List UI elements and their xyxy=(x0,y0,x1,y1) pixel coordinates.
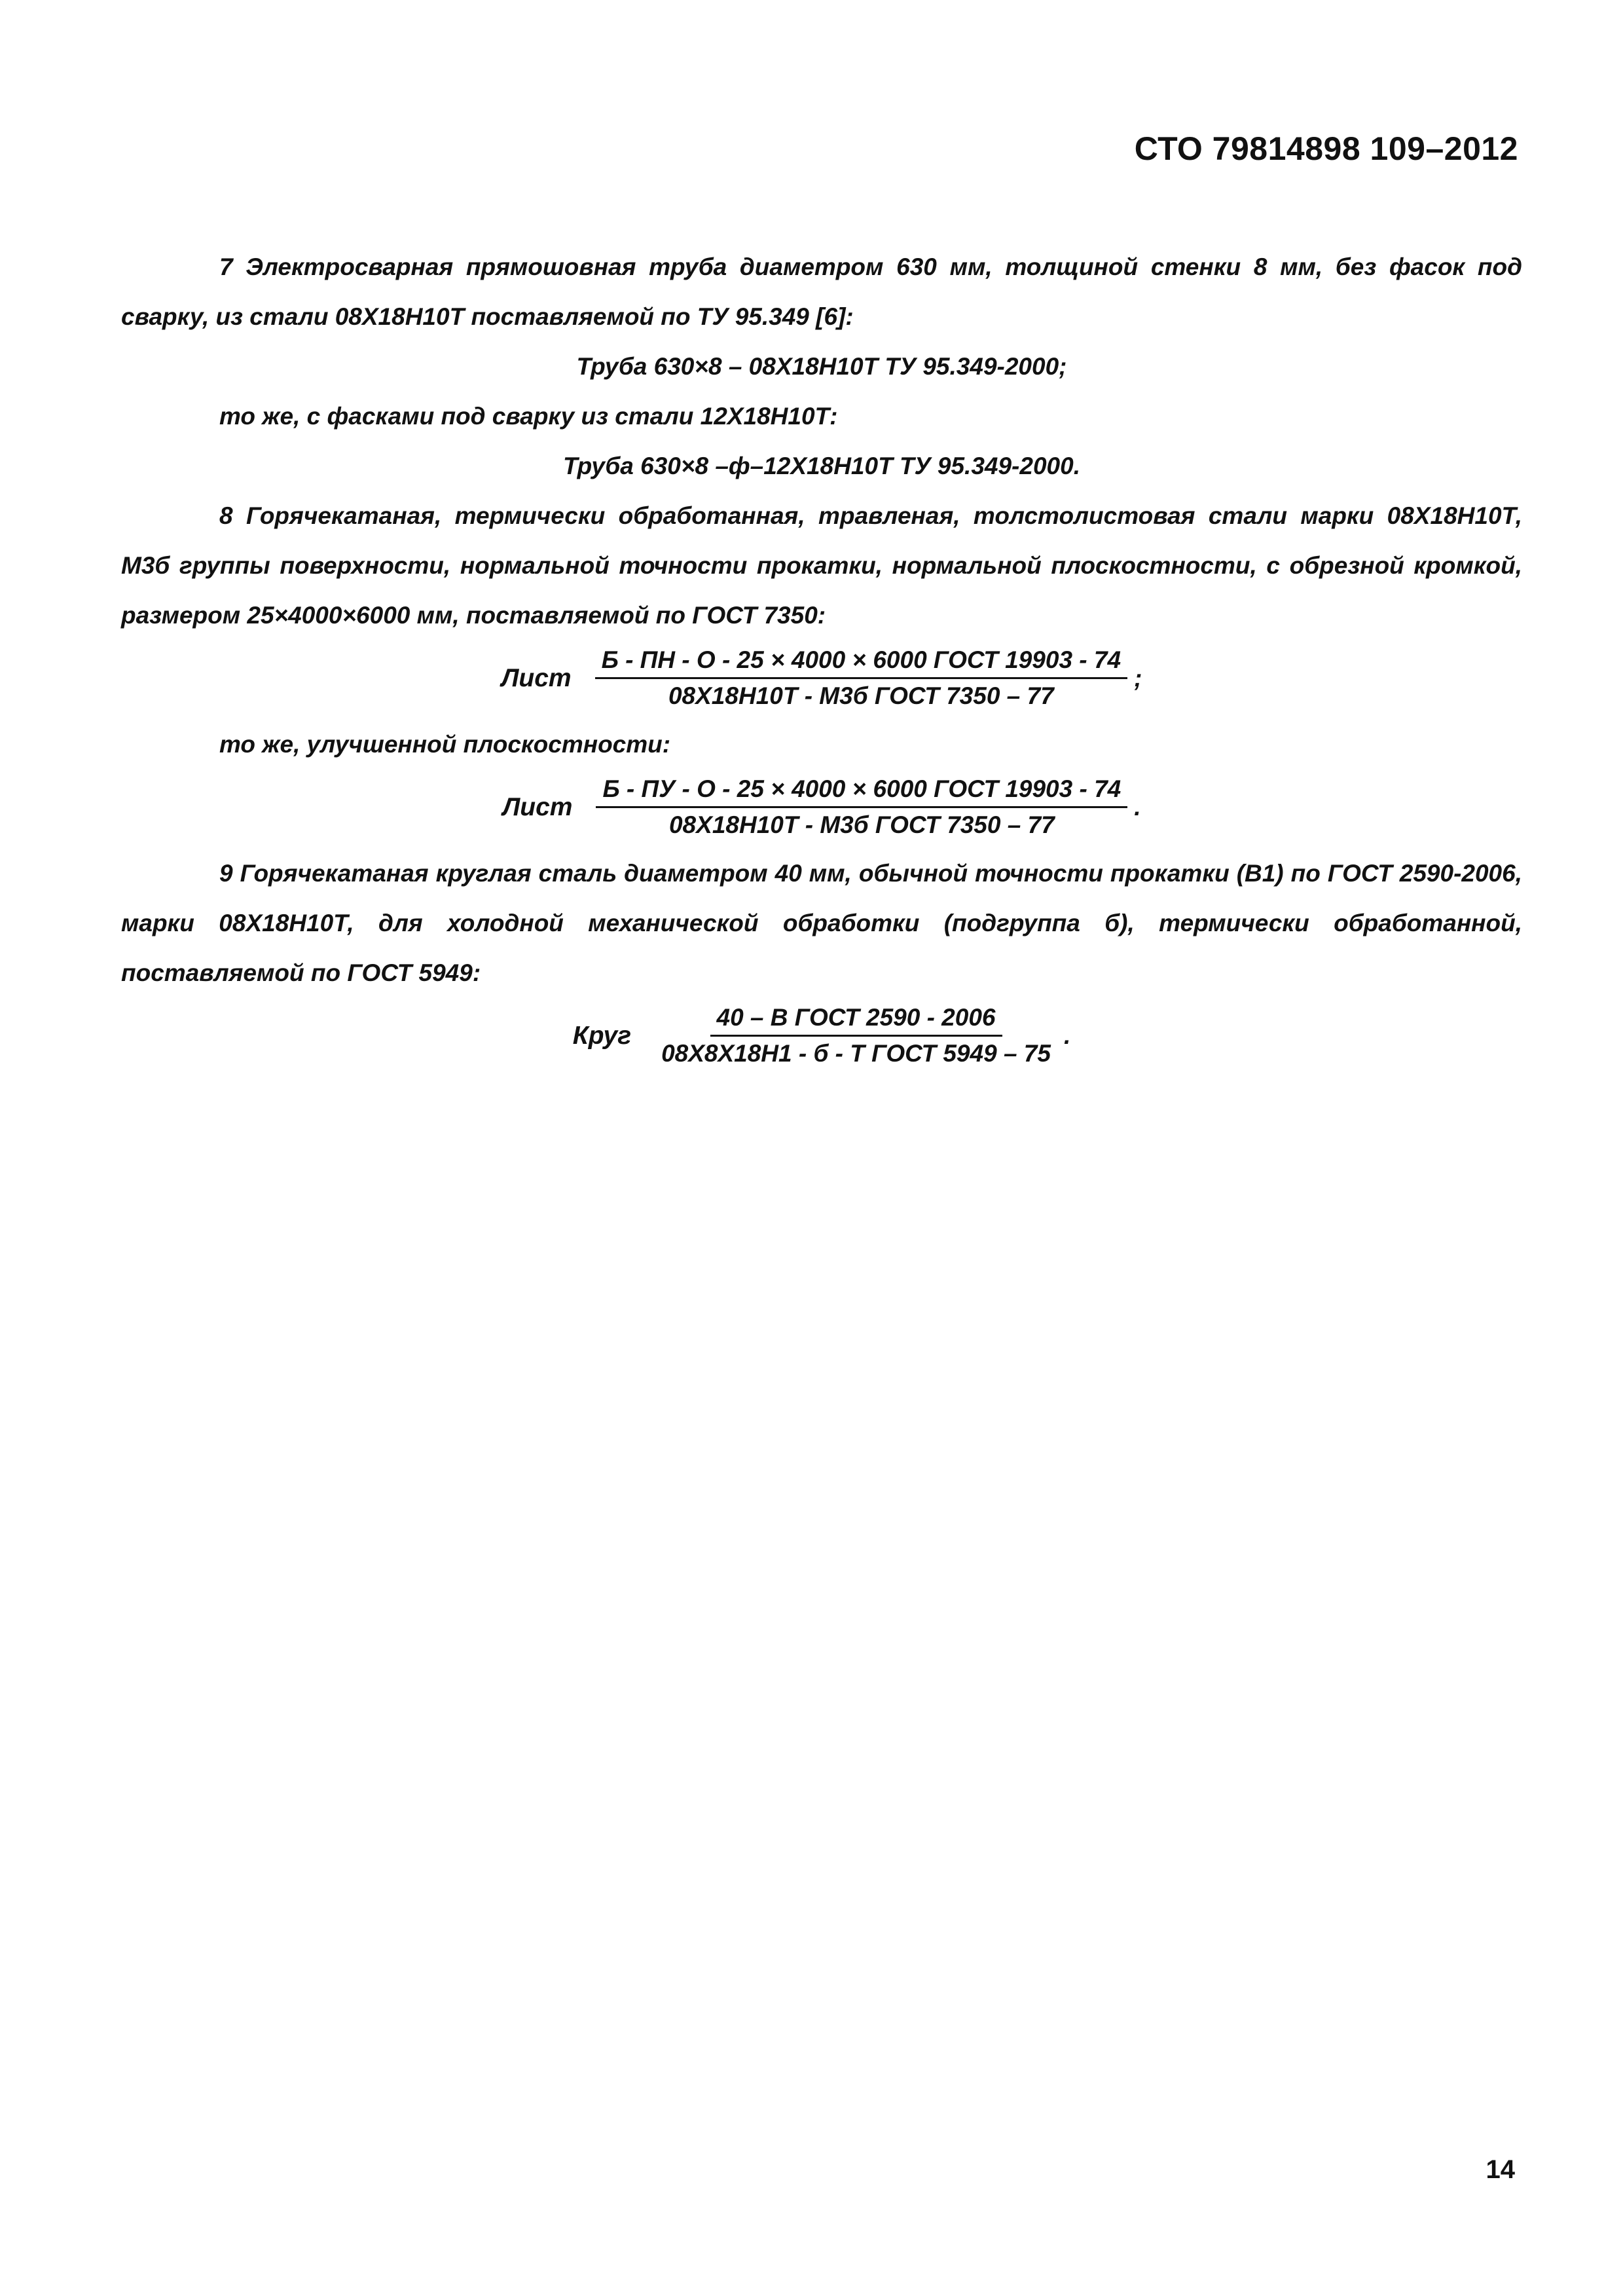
item-8-paragraph: 8 Горячекатаная, термически обработанная, травленая, толстолистовая стали марки 08Х18Н10Т, М3б группы поверхности, нормальной точности прокатки, нормальной плоскостности, с обрезной кромкой, размером 25×4000×6000 мм, поставляемой по ГОСТ 7350: xyxy=(121,502,1522,629)
item-9-formula xyxy=(121,1003,1522,1068)
formula-numerator: Б - ПУ - О - 25 × 4000 × 6000 ГОСТ 19903 - 74 xyxy=(596,775,1127,808)
item-7-paragraph: 7 Электросварная прямошовная труба диаметром 630 мм, толщиной стенки 8 мм, без фасок под сварку, из стали 08Х18Н10Т поставляемой по ТУ 95.349 [6]: xyxy=(121,253,1522,330)
item-8-same-improved-flatness: то же, улучшенной плоскостности: xyxy=(219,731,671,758)
item-7-same-with-bevels: то же, с фасками под сварку из стали 12Х18Н10Т: xyxy=(219,403,838,430)
document-body xyxy=(121,242,1522,1077)
formula-denominator: 08Х8Х18Н1 - б - Т ГОСТ 5949 – 75 xyxy=(661,1040,1051,1067)
formula-numerator: Б - ПН - О - 25 × 4000 × 6000 ГОСТ 19903 - 74 xyxy=(595,646,1127,679)
formula-punctuation: . xyxy=(1134,793,1141,821)
item-7-designation-1: Труба 630×8 – 08Х18Н10Т ТУ 95.349-2000; xyxy=(576,353,1067,380)
item-8-formula-1 xyxy=(121,646,1522,711)
formula-lead-label: Круг xyxy=(572,1021,632,1050)
page-number: 14 xyxy=(1486,2155,1515,2184)
formula-lead-label: Лист xyxy=(502,792,573,821)
formula-denominator: 08Х18Н10Т - М3б ГОСТ 7350 – 77 xyxy=(668,682,1054,709)
formula-lead-label: Лист xyxy=(501,663,572,692)
formula-punctuation: . xyxy=(1063,1022,1071,1049)
formula-fraction xyxy=(655,1003,1057,1068)
formula-punctuation: ; xyxy=(1134,664,1142,692)
formula-numerator: 40 – В ГОСТ 2590 - 2006 xyxy=(710,1003,1002,1037)
document-code-header: СТО 79814898 109–2012 xyxy=(1134,130,1518,167)
formula-denominator: 08Х18Н10Т - М3б ГОСТ 7350 – 77 xyxy=(668,811,1055,838)
item-7-designation-2: Труба 630×8 –ф–12Х18Н10Т ТУ 95.349-2000. xyxy=(563,453,1080,479)
item-8-formula-2 xyxy=(121,775,1522,840)
item-9-paragraph: 9 Горячекатаная круглая сталь диаметром 40 мм, обычной точности прокатки (В1) по ГОСТ 2590-2006, марки 08Х18Н10Т, для холодной механической обработки (подгруппа б), термически обработанной, поставляемой по ГОСТ 5949: xyxy=(121,860,1522,986)
formula-fraction xyxy=(596,775,1127,840)
formula-fraction xyxy=(595,646,1127,711)
